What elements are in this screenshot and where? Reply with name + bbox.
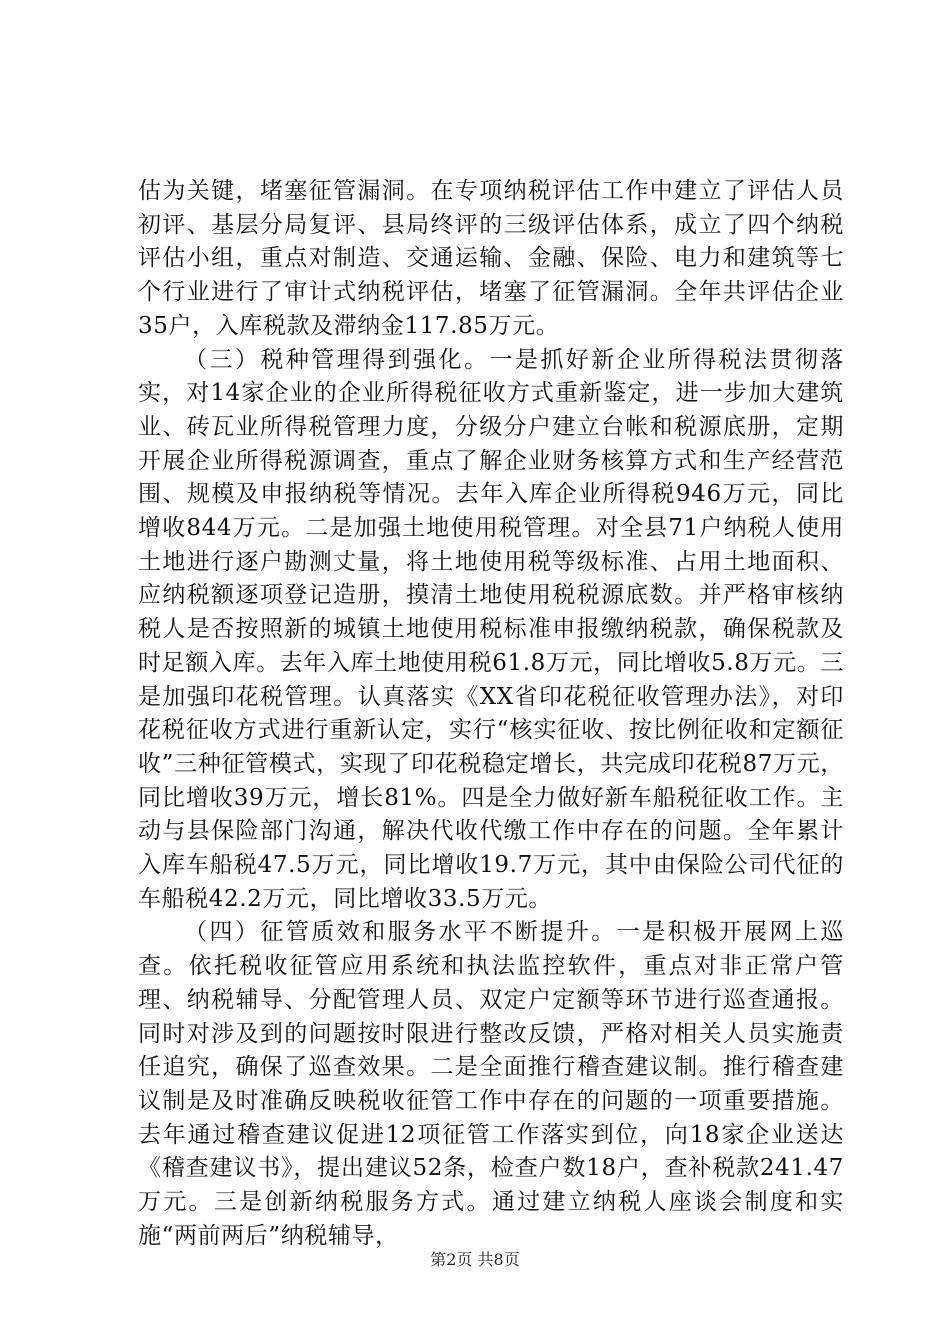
document-body <box>138 175 844 1254</box>
paragraph-3: （四）征管质效和服务水平不断提升。一是积极开展网上巡查。依托税收征管应用系统和执法监控软件，重点对非正常户管理、纳税辅导、分配管理人员、双定户定额等环节进行巡查通报。同时对涉及到的问题按时限进行整改反馈，严格对相关人员实施责任追究，确保了巡查效果。二是全面推行稽查建议制。推行稽查建议制是及时准确反映税收征管工作中存在的问题的一项重要措施。去年通过稽查建议促进12项征管工作落实到位，向18家企业送达《稽查建议书》，提出建议52条，检查户数18户，查补税款241.47万元。三是创新纳税服务方式。通过建立纳税人座谈会制度和实施“两前两后”纳税辅导， <box>138 919 844 1249</box>
paragraph-2: （三）税种管理得到强化。一是抓好新企业所得税法贯彻落实，对14家企业的企业所得税征收方式重新鉴定，进一步加大建筑业、砖瓦业所得税管理力度，分级分户建立台帐和税源底册，定期开展企业所得税源调查，重点了解企业财务核算方式和生产经营范围、规模及申报纳税等情况。去年入库企业所得税946万元，同比增收844万元。二是加强土地使用税管理。对全县71户纳税人使用土地进行逐户勘测丈量，将土地使用税等级标准、占用土地面积、应纳税额逐项登记造册，摸清土地使用税税源底数。并严格审核纳税人是否按照新的城镇土地使用税标准申报缴纳税款，确保税款及时足额入库。去年入库土地使用税61.8万元，同比增收5.8万元。三是加强印花税管理。认真落实《XX省印花税征收管理办法》，对印花税征收方式进行重新认定，实行“核实征收、按比例征收和定额征收”三种征管模式，实现了印花税稳定增长，共完成印花税87万元，同比增收39万元，增长81%。四是全力做好新车船税征收工作。主动与县保险部门沟通，解决代收代缴工作中存在的问题。全年累计入库车船税47.5万元，同比增收19.7万元，其中由保险公司代征的车船税42.2万元，同比增收33.5万元。 <box>138 346 844 912</box>
page-number-footer: 第2页 共8页 <box>430 1250 520 1269</box>
paragraph-1: 估为关键，堵塞征管漏洞。在专项纳税评估工作中建立了评估人员初评、基层分局复评、县局终评的三级评估体系，成立了四个纳税评估小组，重点对制造、交通运输、金融、保险、电力和建筑等七个行业进行了审计式纳税评估，堵塞了征管漏洞。全年共评估企业35户，入库税款及滞纳金117.85万元。 <box>138 178 844 339</box>
